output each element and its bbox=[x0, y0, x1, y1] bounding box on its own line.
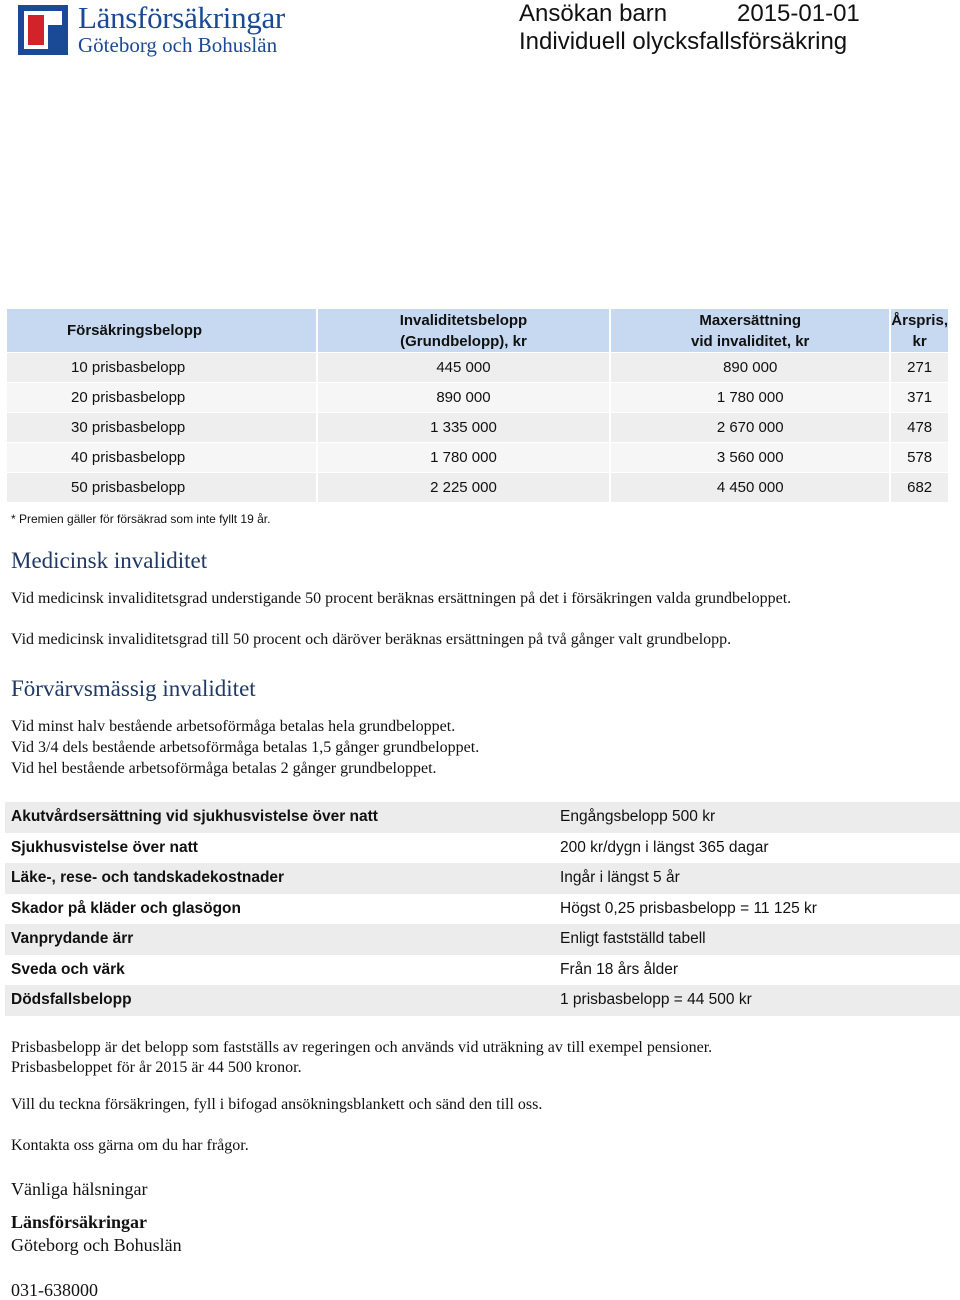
benefit-label: Skador på kläder och glasögon bbox=[11, 899, 241, 917]
benefit-value: Högst 0,25 prisbasbelopp = 11 125 kr bbox=[560, 899, 817, 917]
table-row bbox=[5, 863, 960, 894]
col-header-max-line2: vid invaliditet, kr bbox=[691, 332, 810, 350]
cell-price: 271 bbox=[891, 353, 948, 382]
earning-line-2: Vid 3/4 dels bestående arbetsoförmåga betalas 1,5 gånger grundbeloppet. bbox=[11, 739, 480, 756]
col-header-base-line1: Invaliditetsbelopp bbox=[399, 311, 528, 329]
table-row bbox=[5, 802, 960, 833]
cell-max: 1 780 000 bbox=[611, 383, 889, 412]
cell-max: 4 450 000 bbox=[611, 473, 889, 502]
col-header-base bbox=[318, 309, 609, 352]
cell-amount: 50 prisbasbelopp bbox=[7, 473, 316, 502]
benefit-value: 1 prisbasbelopp = 44 500 kr bbox=[554, 985, 960, 1016]
table-row bbox=[7, 383, 948, 412]
cell-price: 371 bbox=[891, 383, 948, 412]
cell-price: 682 bbox=[891, 473, 948, 502]
benefit-label: Vanprydande ärr bbox=[5, 924, 554, 955]
signature-region: Göteborg och Bohuslän bbox=[11, 1235, 182, 1255]
section-heading-medical: Medicinsk invaliditet bbox=[11, 548, 208, 573]
prisbasbelopp-definition: Prisbasbelopp är det belopp som fastställs av regeringen och används vid uträkning av till exempel pensioner. bbox=[11, 1039, 713, 1056]
benefit-value: Engångsbelopp 500 kr bbox=[554, 802, 960, 833]
logo-company-name: Länsförsäkringar bbox=[78, 0, 285, 35]
benefit-label: Akutvårdsersättning vid sjukhusvistelse över natt bbox=[5, 802, 554, 833]
medical-paragraph-1: Vid medicinsk invaliditetsgrad understigande 50 procent beräknas ersättningen på det i försäkringen valda grundbeloppet. bbox=[11, 590, 792, 607]
col-header-price: Årspris, kr bbox=[891, 309, 948, 352]
coverage-table bbox=[5, 308, 950, 503]
cell-amount: 40 prisbasbelopp bbox=[7, 443, 316, 472]
signature-company: Länsförsäkringar bbox=[11, 1212, 148, 1232]
earning-line-3: Vid hel bestående arbetsoförmåga betalas 2 gånger grundbeloppet. bbox=[11, 760, 437, 777]
cell-amount: 10 prisbasbelopp bbox=[7, 353, 316, 382]
premium-footnote: * Premien gäller för försäkrad som inte fyllt 19 år. bbox=[11, 512, 271, 526]
cell-base: 445 000 bbox=[318, 353, 609, 382]
benefit-label: Läke-, rese- och tandskadekostnader bbox=[5, 863, 554, 894]
phone-number: 031-638000 bbox=[11, 1280, 98, 1300]
coverage-table-header bbox=[7, 309, 948, 352]
benefit-value: Från 18 års ålder bbox=[560, 960, 679, 978]
col-header-amount: Försäkringsbelopp bbox=[7, 309, 316, 352]
cell-base: 1 335 000 bbox=[318, 413, 609, 442]
company-logo-mark bbox=[18, 5, 68, 55]
table-row bbox=[7, 443, 948, 472]
document-date: 2015-01-01 bbox=[737, 0, 860, 27]
cell-price: 578 bbox=[891, 443, 948, 472]
logo-region-name: Göteborg och Bohuslän bbox=[78, 33, 278, 57]
benefit-value: Ingår i längst 5 år bbox=[554, 863, 960, 894]
col-header-max bbox=[611, 309, 889, 352]
benefit-label: Sveda och värk bbox=[11, 960, 125, 978]
table-row bbox=[5, 833, 960, 864]
cell-max: 3 560 000 bbox=[611, 443, 889, 472]
col-header-max-line1: Maxersättning bbox=[699, 311, 802, 329]
contact-text: Kontakta oss gärna om du har frågor. bbox=[11, 1137, 249, 1154]
medical-paragraph-2: Vid medicinsk invaliditetsgrad till 50 procent och däröver beräknas ersättningen på två gånger valt grundbelopp. bbox=[11, 631, 732, 648]
table-row bbox=[7, 353, 948, 382]
table-row bbox=[5, 955, 960, 986]
cell-amount: 30 prisbasbelopp bbox=[7, 413, 316, 442]
benefits-table bbox=[5, 802, 960, 1016]
cell-max: 2 670 000 bbox=[611, 413, 889, 442]
document-subtitle: Individuell olycksfallsförsäkring bbox=[519, 28, 848, 55]
benefit-value: Enligt fastställd tabell bbox=[554, 924, 960, 955]
cell-amount: 20 prisbasbelopp bbox=[7, 383, 316, 412]
table-row bbox=[5, 924, 960, 955]
benefit-label: Dödsfallsbelopp bbox=[5, 985, 554, 1016]
cell-base: 890 000 bbox=[318, 383, 609, 412]
prisbasbelopp-2015: Prisbasbeloppet för år 2015 är 44 500 kronor. bbox=[11, 1059, 302, 1076]
cell-base: 2 225 000 bbox=[318, 473, 609, 502]
earning-line-1: Vid minst halv bestående arbetsoförmåga betalas hela grundbeloppet. bbox=[11, 718, 456, 735]
greeting: Vänliga hälsningar bbox=[11, 1179, 148, 1199]
document-title: Ansökan barn bbox=[519, 0, 668, 27]
benefit-value: 200 kr/dygn i längst 365 dagar bbox=[560, 838, 769, 856]
table-row bbox=[7, 473, 948, 502]
benefit-label: Sjukhusvistelse över natt bbox=[11, 838, 198, 856]
table-row bbox=[5, 894, 960, 925]
table-row bbox=[7, 413, 948, 442]
cell-price: 478 bbox=[891, 413, 948, 442]
section-heading-earning: Förvärvsmässig invaliditet bbox=[11, 676, 256, 701]
apply-instruction: Vill du teckna försäkringen, fyll i bifogad ansökningsblankett och sänd den till oss. bbox=[11, 1096, 543, 1113]
table-row bbox=[5, 985, 960, 1016]
cell-base: 1 780 000 bbox=[318, 443, 609, 472]
col-header-base-line2: (Grundbelopp), kr bbox=[400, 332, 527, 350]
cell-max: 890 000 bbox=[611, 353, 889, 382]
